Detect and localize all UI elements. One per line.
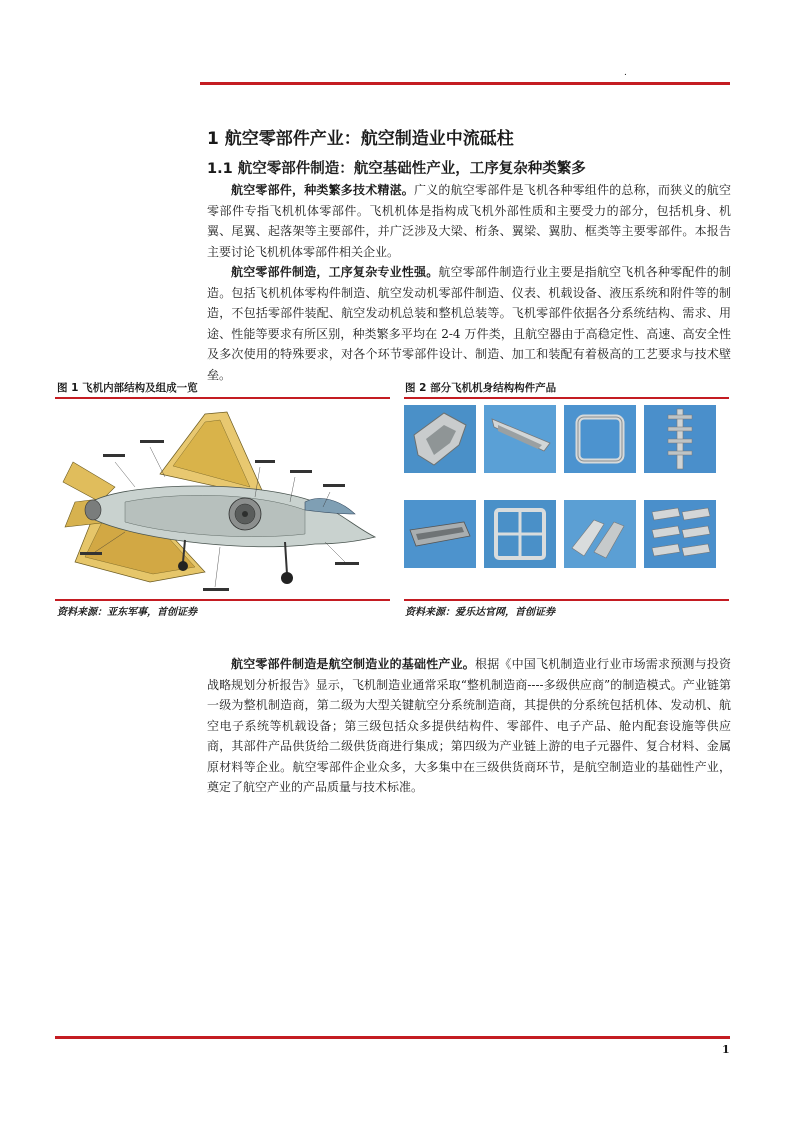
paragraph-1-lead: 航空零部件，种类繁多技术精湛。 <box>231 183 414 197</box>
paragraph-1-text: 广义的航空零部件是飞机各种零组件的总称，而狭义的航空零部件专指飞机机体零部件。飞机机体是指构成飞机外部性质和主要受力的部分，包括机身、机翼、尾翼、起落架等主要部件，并广泛涉及大梁、桁条、翼梁、翼肋、框类等主要零部件。本报告主要讨论飞机机体零部件相关企业。 <box>207 183 731 259</box>
header-dot: . <box>624 68 627 78</box>
product-tile <box>484 405 556 473</box>
figure-2-top-rule <box>404 397 729 399</box>
paragraph-3 <box>207 654 731 798</box>
page-number: 1 <box>722 1043 730 1056</box>
aircraft-cutaway-image <box>55 402 390 597</box>
product-tiles-grid <box>404 405 730 575</box>
paragraph-3-text: 根据《中国飞机制造业行业市场需求预测与投资战略规划分析报告》显示，飞机制造业通常采取“整机制造商----多级供应商”的制造模式。产业链第一级为整机制造商，第二级为大型关键航空分系统制造商，其提供的分系统包括机体、发动机、航空电子系统等机载设备；第三级包括众多提供结构件、零部件、电子产品、舱内配套设施等供应商，其部件产品供货给二级供货商进行集成；第四级为产业链上游的电子元器件、复合材料、金属原材料等企业。航空零部件企业众多，大多集中在三级供货商环节，是航空制造业的基础性产业，奠定了航空产业的产品质量与技术标准。 <box>207 657 731 794</box>
paragraph-3-lead: 航空零部件制造是航空制造业的基础性产业。 <box>231 657 475 671</box>
section-heading: 1 航空零部件产业：航空制造业中流砥柱 <box>207 129 514 149</box>
footer-rule <box>55 1036 730 1039</box>
paragraph-2 <box>207 262 731 385</box>
product-tile <box>564 405 636 473</box>
product-tile <box>484 500 556 568</box>
product-tile <box>644 405 716 473</box>
figure-1-bottom-rule <box>55 599 390 601</box>
figure-1-top-rule <box>55 397 390 399</box>
product-tile <box>404 500 476 568</box>
header-rule <box>200 82 730 85</box>
figure-2-caption: 图 2 部分飞机机身结构构件产品 <box>405 382 557 394</box>
product-tile <box>644 500 716 568</box>
paragraph-1 <box>207 180 731 262</box>
figure-2-bottom-rule <box>404 599 729 601</box>
paragraph-2-lead: 航空零部件制造，工序复杂专业性强。 <box>231 265 439 279</box>
figure-1-source: 资料来源：亚东军事，首创证券 <box>57 607 197 618</box>
paragraph-2-text: 航空零部件制造行业主要是指航空飞机各种零配件的制造。包括飞机机体零构件制造、航空发动机零部件制造、仪表、机载设备、液压系统和附件等的制造，不包括零部件装配、航空发动机总装和整机总装等。飞机零部件依据各分系统结构、需求、用途、性能等要求有所区别，种类繁多平均在 2-4 万件类，且航空器由于高稳定性、高速、高安全性及多次使用的特殊要求，对各个环节零部件设计、制造、加工和装配有着极高的工艺要求与技术壁垒。 <box>207 265 731 382</box>
product-tile <box>404 405 476 473</box>
product-tile <box>564 500 636 568</box>
figure-1-caption: 图 1 飞机内部结构及组成一览 <box>57 382 198 394</box>
figure-2-source: 资料来源：爱乐达官网，首创证券 <box>405 607 555 618</box>
subsection-heading: 1.1 航空零部件制造：航空基础性产业，工序复杂种类繁多 <box>207 161 586 177</box>
